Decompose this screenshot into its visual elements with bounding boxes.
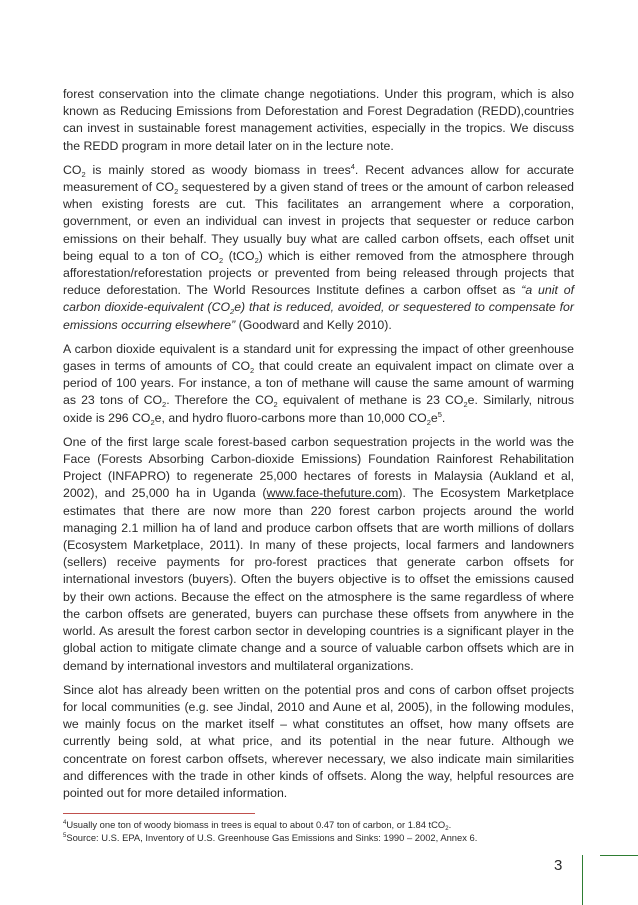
footnote-5: $^5$Source: U.S. EPA, Inventory of U.S. Greenhouse Gas Emissions and Sinks: 1990 – 2002, Annex 6. — [63, 831, 478, 843]
footnote-divider — [63, 813, 255, 814]
corner-decoration-horizontal — [600, 855, 638, 856]
paragraph-4: One of the first large scale forest-based carbon sequestration projects in the world was the Face (Forests Absorbing Carbon-dioxide Emissions) Foundation Rainforest Rehabilitation Project (INFAPRO) to regenerate 25,000 hectares of forests in Malaysia (Aukland et al, 2002), and 25,000 ha in Uganda (www.face-thefuture.com). The Ecosystem Marketplace estimates that there are now more than 220 forest carbon projects around the world managing 2.1 million ha of land and produce carbon offsets that are worth millions of dollars (Ecosystem Marketplace, 2011). In many of these projects, local farmers and landowners (sellers) receive payments for pro-forest practices that generate carbon offsets for international investors (buyers). Often the buyers objective is to offset the emissions caused by their own actions. Because the effect on the atmosphere is the same regardless of where the carbon offsets are generated, buyers can purchase these offsets from anywhere in the world. As aresult the forest carbon sector in developing countries is a significant player in the global action to mitigate climate change and a source of valuable carbon offsets which are in demand by international investors and multilateral organizations. — [63, 434, 574, 673]
footnote-4: $^4$Usually one ton of woody biomass in trees is equal to about 0.47 ton of carbon, or 1.84 tCO$_2$. — [63, 819, 452, 832]
footnotes — [63, 819, 583, 844]
paragraph-5: Since alot has already been written on the potential pros and cons of carbon offset projects for local communities (e.g. see Jindal, 2010 and Aune et al, 2005), in the following modules, we mainly focus on the market itself – what constitutes an offset, how many offsets are currently being sold, at what price, and its potential in the near future. Although we concentrate on forest carbon offsets, wherever necessary, we also indicate main similarities and differences with the trade in other kinds of offsets. Along the way, helpful resources are pointed out for more detailed information. — [63, 682, 574, 800]
face-the-future-link[interactable]: www.face-thefuture.com — [266, 486, 399, 501]
page-number: 3 — [554, 857, 563, 874]
paragraph-1: forest conservation into the climate change negotiations. Under this program, which is also known as Reducing Emissions from Deforestation and Forest Degradation (REDD),countries can invest in sustainable forest management activities, especially in the tropics. We discuss the REDD program in more detail later on in the lecture note. — [63, 87, 574, 153]
body-text — [63, 86, 574, 809]
offset-definition-quote: “a unit of carbon dioxide-equivalent $(CO_2e)$ that is reduced, avoided, or sequestered to compensate for emissions occurring elsewhere” — [63, 283, 574, 332]
corner-decoration-vertical — [582, 855, 583, 905]
paragraph-2: $CO_2$ is mainly stored as woody biomass in trees$^4$. Recent advances allow for accurate measurement of $CO_2$ sequestered by a given stand of trees or the amount of carbon released when existing forests are cut. This facilitates an arrangement where a corporation, government, or even an individual can invest in projects that sequester or reduce carbon emissions on their behalf. They usually buy what are called carbon offsets, each offset unit being equal to a ton of $CO_2$ (tCO$_2$) which is either removed from the atmosphere through afforestation/reforestation projects or prevented from being released through projects that reduce deforestation. The World Resources Institute defines a carbon offset as “a unit of carbon dioxide-equivalent $(CO_2e)$ that is reduced, avoided, or sequestered to compensate for emissions occurring elsewhere” (Goodward and Kelly 2010). — [63, 161, 575, 332]
paragraph-3: A carbon dioxide equivalent is a standard unit for expressing the impact of other greenhouse gases in terms of amounts of $CO_2$ that could create an equivalent impact on climate over a period of 100 years. For instance, a ton of methane will cause the same amount of warming as 23 tons of $CO_2$. Therefore the $CO_2$ equivalent of methane is 23 $CO_2e$. Similarly, nitrous oxide is 296 $CO_2e$, and hydro fluoro-carbons more than 10,000 $CO_2e^5$. — [63, 341, 574, 427]
footnote-ref-4: 4 — [350, 161, 355, 171]
footnote-ref-5: 5 — [437, 409, 442, 419]
